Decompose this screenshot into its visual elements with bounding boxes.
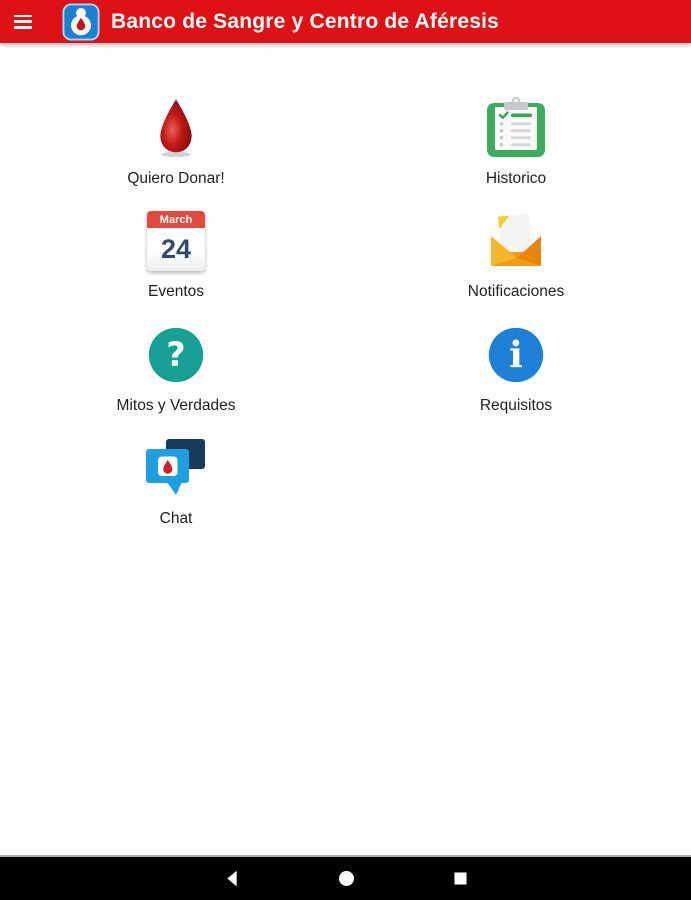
menu-item-label: Eventos — [147, 283, 204, 300]
info-circle-icon — [487, 326, 545, 384]
main-menu-grid — [0, 43, 691, 857]
app-bar — [0, 0, 691, 43]
home-button[interactable] — [334, 866, 359, 891]
calendar-day: 24 — [147, 228, 205, 271]
back-button[interactable] — [220, 866, 245, 891]
menu-item-label: Mitos y Verdades — [116, 397, 236, 414]
calendar-month: March — [147, 211, 205, 228]
menu-item-mitos-y-verdades[interactable] — [76, 323, 276, 415]
hamburger-menu-icon[interactable] — [14, 15, 32, 29]
menu-item-label: Quiero Donar! — [127, 170, 225, 187]
menu-item-label: Chat — [159, 510, 193, 527]
menu-item-historico[interactable] — [416, 96, 616, 188]
menu-item-requisitos[interactable] — [416, 323, 616, 415]
open-envelope-icon — [484, 210, 548, 272]
recents-button[interactable] — [448, 866, 473, 891]
menu-item-chat[interactable] — [76, 436, 276, 528]
app-logo-icon — [62, 3, 100, 41]
page-title: Banco de Sangre y Centro de Aféresis — [111, 9, 500, 33]
menu-item-label: Requisitos — [479, 397, 553, 414]
menu-item-quiero-donar[interactable] — [76, 96, 276, 188]
android-nav-bar — [0, 857, 691, 900]
info-glyph: i — [509, 333, 523, 377]
question-glyph: ? — [166, 334, 186, 374]
blood-drop-icon — [150, 96, 202, 160]
question-mark-circle-icon — [147, 326, 205, 384]
menu-item-label: Notificaciones — [467, 283, 565, 300]
chat-bubbles-icon — [144, 437, 208, 499]
menu-item-label: Historico — [485, 170, 547, 187]
menu-item-notificaciones[interactable] — [416, 209, 616, 301]
calendar-icon — [147, 211, 205, 271]
menu-item-eventos[interactable] — [76, 209, 276, 301]
clipboard-checklist-icon — [484, 97, 548, 159]
